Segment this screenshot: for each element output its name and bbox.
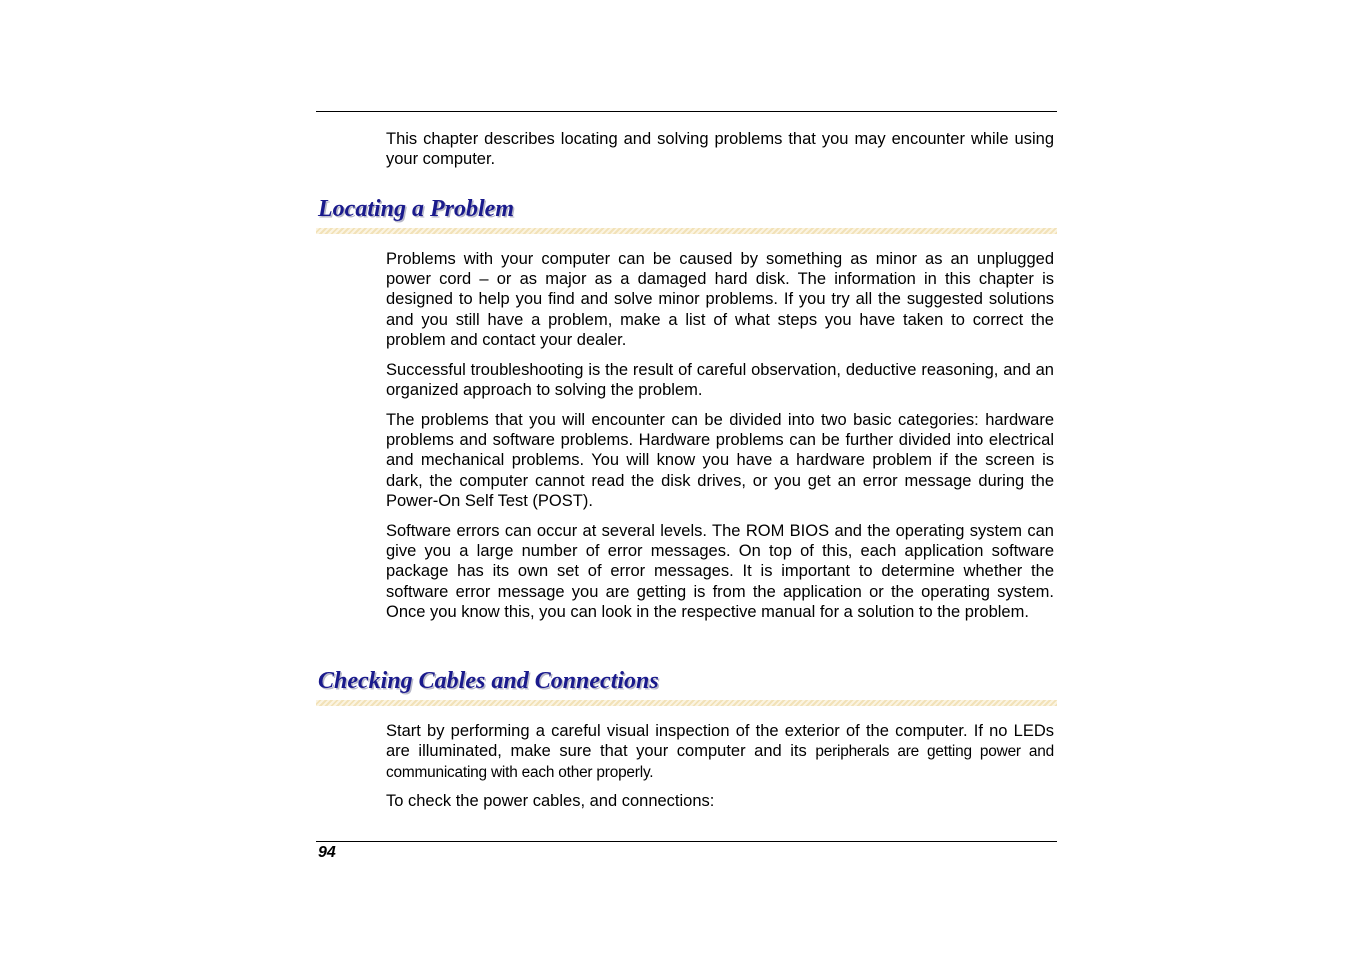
section-title-checking-cables: Checking Cables and Connections <box>318 668 659 694</box>
checking-paragraph-1-main: Start by performing a careful visual inspection of the exterior of the computer. If no LEDs are illuminated, make sure that your computer and its <box>386 722 1054 761</box>
footer-rule <box>316 841 1057 842</box>
locating-paragraph-2: Successful troubleshooting is the result of careful observation, deductive reasoning, and an organized approach to solving the problem. <box>386 361 1054 400</box>
locating-paragraph-1: Problems with your computer can be caused by something as minor as an unplugged power cord – or as major as a damaged hard disk. The information in this chapter is designed to help you find and solve minor problems. If you try all the suggested solutions and you still have a problem, make a list of what steps you have taken to correct the problem and contact your dealer. <box>386 250 1054 349</box>
checking-paragraph-2: To check the power cables, and connections: <box>386 792 715 810</box>
checking-paragraph-1 <box>386 721 1054 784</box>
intro-paragraph: This chapter describes locating and solving problems that you may encounter while using your computer. <box>386 130 1054 169</box>
locating-paragraph-3: The problems that you will encounter can be divided into two basic categories: hardware problems and software problems. Hardware problems can be further divided into electrical and mechanical problems. You will know you have a hardware problem if the screen is dark, the computer cannot read the disk drives, or you get an error message during the Power-On Self Test (POST). <box>386 411 1054 510</box>
page-number: 94 <box>318 844 336 861</box>
section-divider-checking <box>316 700 1057 706</box>
section-title-locating-a-problem: Locating a Problem <box>318 196 514 222</box>
section-divider-locating <box>316 228 1057 234</box>
checking-paragraph-1-tail: peripherals are getting power and communicating with each other properly. <box>386 743 1054 782</box>
header-rule <box>316 111 1057 112</box>
locating-paragraph-4: Software errors can occur at several levels. The ROM BIOS and the operating system can give you a large number of error messages. On top of this, each application software package has its own set of error messages. It is important to determine whether the software error message you are getting is from the application or the operating system. Once you know this, you can look in the respective manual for a solution to the problem. <box>386 522 1054 621</box>
